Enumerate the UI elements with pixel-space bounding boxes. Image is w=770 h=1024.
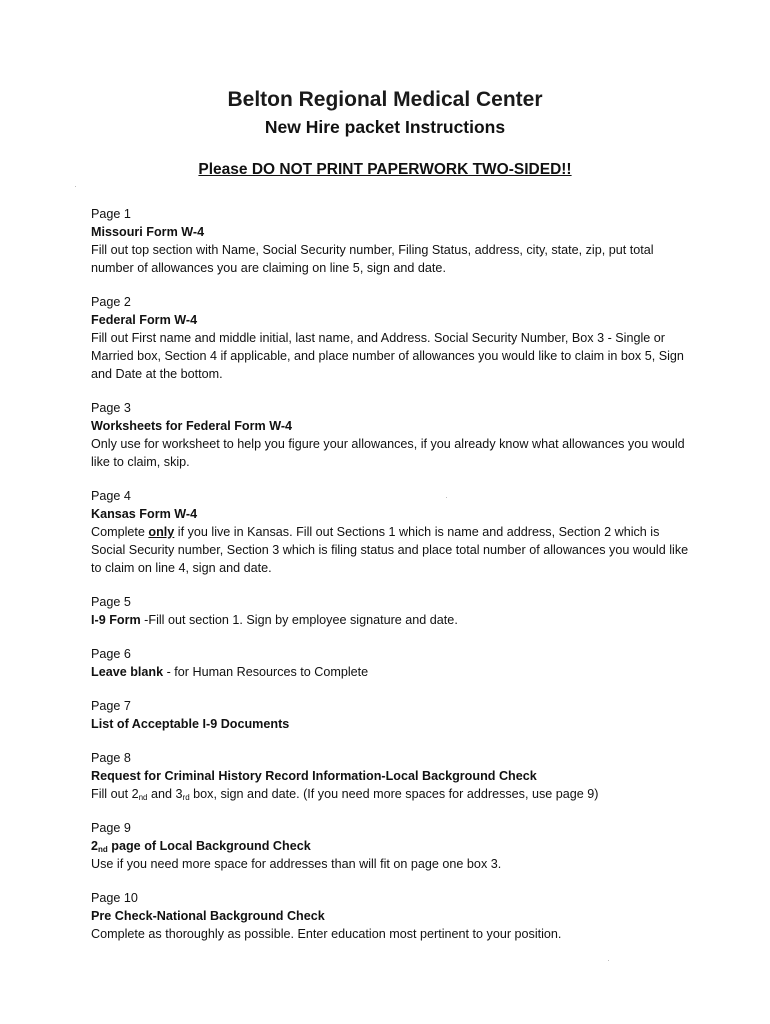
section-heading: Federal Form W-4	[91, 313, 198, 327]
section-page-6	[91, 645, 691, 681]
section-heading: I-9 Form	[91, 613, 141, 627]
section-page-5	[91, 593, 691, 629]
body-text: if you live in Kansas. Fill out Sections 1 which is name and address, Section 2 which is Social Security number, Section 3 which is filing status and place total number of allowances you would like to claim on line 4, sign and date.	[91, 525, 689, 575]
section-page-1	[91, 205, 691, 277]
instruction-list	[91, 205, 691, 959]
body-text: box, sign and date. (If you need more spaces for addresses, use page 9)	[189, 787, 599, 801]
section-heading: Worksheets for Federal Form W-4	[91, 419, 293, 433]
print-warning: Please DO NOT PRINT PAPERWORK TWO-SIDED!!	[198, 161, 572, 178]
heading-number: 2	[91, 839, 99, 853]
page-number: Page 6	[91, 647, 131, 661]
section-page-9	[91, 819, 691, 873]
section-heading: Pre Check-National Background Check	[91, 909, 325, 923]
section-body: Use if you need more space for addresses than will fit on page one box 3.	[91, 857, 502, 871]
section-heading: Leave blank	[91, 665, 164, 679]
section-body: Fill out First name and middle initial, last name, and Address. Social Security Number, Box 3 - Single or Married box, Section 4 if applicable, and place number of allowances you would like to claim in box 5, Sign and Date at the bottom.	[91, 331, 684, 381]
body-text: Fill out 2	[91, 787, 139, 801]
page-number: Page 2	[91, 295, 131, 309]
section-body	[91, 785, 691, 803]
ordinal-suffix: rd	[182, 793, 190, 802]
section-page-3	[91, 399, 691, 471]
emphasis-only: only	[148, 525, 175, 539]
section-page-2	[91, 293, 691, 383]
document-title: Belton Regional Medical Center	[227, 88, 543, 111]
section-body: Complete as thoroughly as possible. Enter education most pertinent to your position.	[91, 927, 562, 941]
section-line	[91, 663, 691, 681]
scan-speck	[608, 960, 609, 961]
heading-text: page of Local Background Check	[107, 839, 311, 853]
section-heading: Request for Criminal History Record Information-Local Background Check	[91, 769, 537, 783]
page-number: Page 9	[91, 821, 131, 835]
page-number: Page 7	[91, 699, 131, 713]
section-page-4	[91, 487, 691, 577]
section-heading: Missouri Form W-4	[91, 225, 205, 239]
page-number: Page 8	[91, 751, 131, 765]
ordinal-suffix: nd	[138, 793, 148, 802]
page-number: Page 3	[91, 401, 131, 415]
section-body: - for Human Resources to Complete	[163, 665, 369, 679]
section-body: Only use for worksheet to help you figure your allowances, if you already know what allowances you would like to claim, skip.	[91, 437, 685, 469]
page-number: Page 10	[91, 891, 138, 905]
section-body	[91, 523, 691, 577]
page-number: Page 1	[91, 207, 131, 221]
section-body: Fill out top section with Name, Social Security number, Filing Status, address, city, state, zip, put total number of allowances you are claiming on line 5, sign and date.	[91, 243, 654, 275]
body-text: and 3	[147, 787, 183, 801]
section-body: -Fill out section 1. Sign by employee signature and date.	[140, 613, 458, 627]
section-page-7	[91, 697, 691, 733]
body-text: Complete	[91, 525, 149, 539]
page-number: Page 5	[91, 595, 131, 609]
section-page-8	[91, 749, 691, 803]
page-number: Page 4	[91, 489, 131, 503]
ordinal-suffix: nd	[98, 845, 108, 854]
section-heading: List of Acceptable I-9 Documents	[91, 717, 290, 731]
section-line	[91, 611, 691, 629]
section-page-10	[91, 889, 691, 943]
section-heading: Kansas Form W-4	[91, 507, 198, 521]
scan-speck	[446, 497, 447, 498]
section-heading	[91, 837, 691, 855]
scan-speck	[75, 186, 76, 187]
document-subtitle: New Hire packet Instructions	[264, 117, 506, 137]
